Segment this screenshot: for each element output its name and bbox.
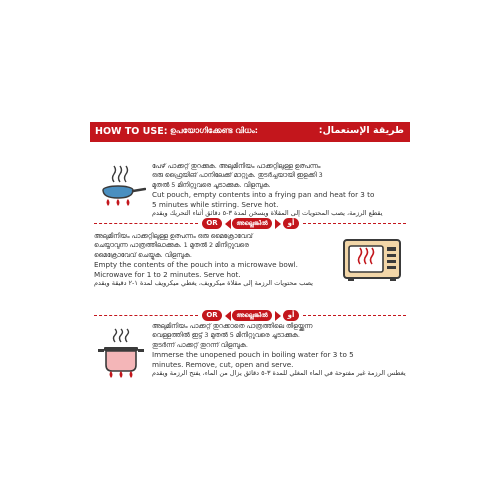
step2-en-line-2: Microwave for 1 to 2 minutes. Serve hot.	[94, 269, 241, 279]
or-pill-en: OR	[202, 310, 222, 321]
boiling-pot-icon	[96, 328, 146, 380]
separator-dash-left	[94, 315, 198, 316]
step2-ml-line-2: ചെയ്യാവുന്ന പാത്രത്തിലാക്കുക. 1 മുതൽ 2 മിനിറ്റുവരെ	[94, 241, 249, 250]
step1-ar-line: يقطع الرزمة، يصب المحتويات إلى المقلاة ويسخن لمدة ٣-٥ دقائق أثناء التحريك ويقدم	[152, 209, 383, 218]
separator-dash-left	[94, 223, 198, 224]
step1-en-line-1: Cut pouch, empty contents into a frying pan and heat for 3 to	[152, 190, 375, 200]
step1-ml-line-3: മുതൽ 5 മിനിറ്റുവരെ ചൂടാക്കുക. വിളമ്പുക.	[152, 180, 271, 189]
step2-ar-line: يصب محتويات الرزمة إلى مقلاة ميكرويف، يغطي ميكرويف لمدة ١-٢ دقيقة ويقدم	[94, 279, 313, 288]
step3-ml-line-3: തുടർന്ന് പാക്കറ്റ് തുറന്ന് വിളമ്പുക.	[152, 340, 248, 349]
step1-text	[152, 162, 408, 218]
step1-ml-line-2: ഒരു ഫ്രൈയിങ് പാനിലേക്ക് മാറ്റുക. തുടർച്ചയായി ഇളക്കി 3	[152, 171, 323, 180]
or-separator-2	[90, 310, 410, 322]
arrow-right-icon	[275, 219, 281, 229]
separator-dash-right	[303, 223, 406, 224]
header-title-en: HOW TO USE:	[95, 126, 168, 137]
step1-ml-line-1: പേഴ്‍ പാക്കറ്റ് തുറക്കുക. അലുമിനിയം പാക്കറ്റിലുള്ള ഉത്പന്നം	[152, 162, 321, 170]
arrow-left-icon	[225, 219, 231, 229]
step3-text	[152, 322, 408, 378]
arrow-left-icon	[225, 311, 231, 321]
arrow-right-icon	[275, 311, 281, 321]
header-title-ml: ഉപയോഗിക്കേണ്ട വിധം:	[170, 126, 258, 135]
how-to-use-panel	[90, 122, 410, 462]
step3-ml-line-2: വെള്ളത്തിൽ ഇട്ട് 3 മുതൽ 5 മിനിറ്റുവരെ ചൂടാക്കുക.	[152, 331, 300, 340]
step3-en-line-1: Immerse the unopened pouch in boiling water for 3 to 5	[152, 350, 354, 360]
header-title-ar: طريقة الإستعمال:	[318, 125, 404, 136]
step2-ml-line-1: അലുമിനിയം പാക്കറ്റിലുള്ള ഉത്പന്നം ഒരു മൈക്രോവേവ്	[94, 232, 253, 240]
frying-pan-icon	[96, 160, 146, 210]
step3-ml-line-1: അലുമിനിയം പാക്കറ്റ് തുറക്കാതെ പാത്രത്തിലെ തിളയ്ക്കുന്ന	[152, 322, 313, 330]
or-pill-ar: أو	[283, 218, 299, 229]
step1-en-line-2: 5 minutes while stirring. Serve hot.	[152, 199, 279, 209]
step3-ar-line: يغطس الرزمة غير مفتوحة في الماء المغلي للمدة ٣-٥ دقائق يزال من الماء، يفتح الرزمة ويقدم	[152, 369, 406, 378]
or-pill-ml: അല്ലെങ്കിൽ	[232, 218, 272, 229]
step2-en-line-1: Empty the contents of the pouch into a microwave bowl.	[94, 260, 298, 270]
how-to-use-header	[90, 122, 410, 142]
separator-dash-right	[303, 315, 406, 316]
or-pill-ar: أو	[283, 310, 299, 321]
microwave-icon	[342, 238, 402, 284]
step3-en-line-2: minutes. Remove, cut, open and serve.	[152, 359, 294, 369]
step2-ml-line-3: മൈക്രോവേവ് ചെയ്യുക. വിളമ്പുക.	[94, 250, 192, 259]
or-pill-ml: അല്ലെങ്കിൽ	[232, 310, 272, 321]
or-separator-1	[90, 218, 410, 230]
or-pill-en: OR	[202, 218, 222, 229]
step2-text	[94, 232, 344, 288]
